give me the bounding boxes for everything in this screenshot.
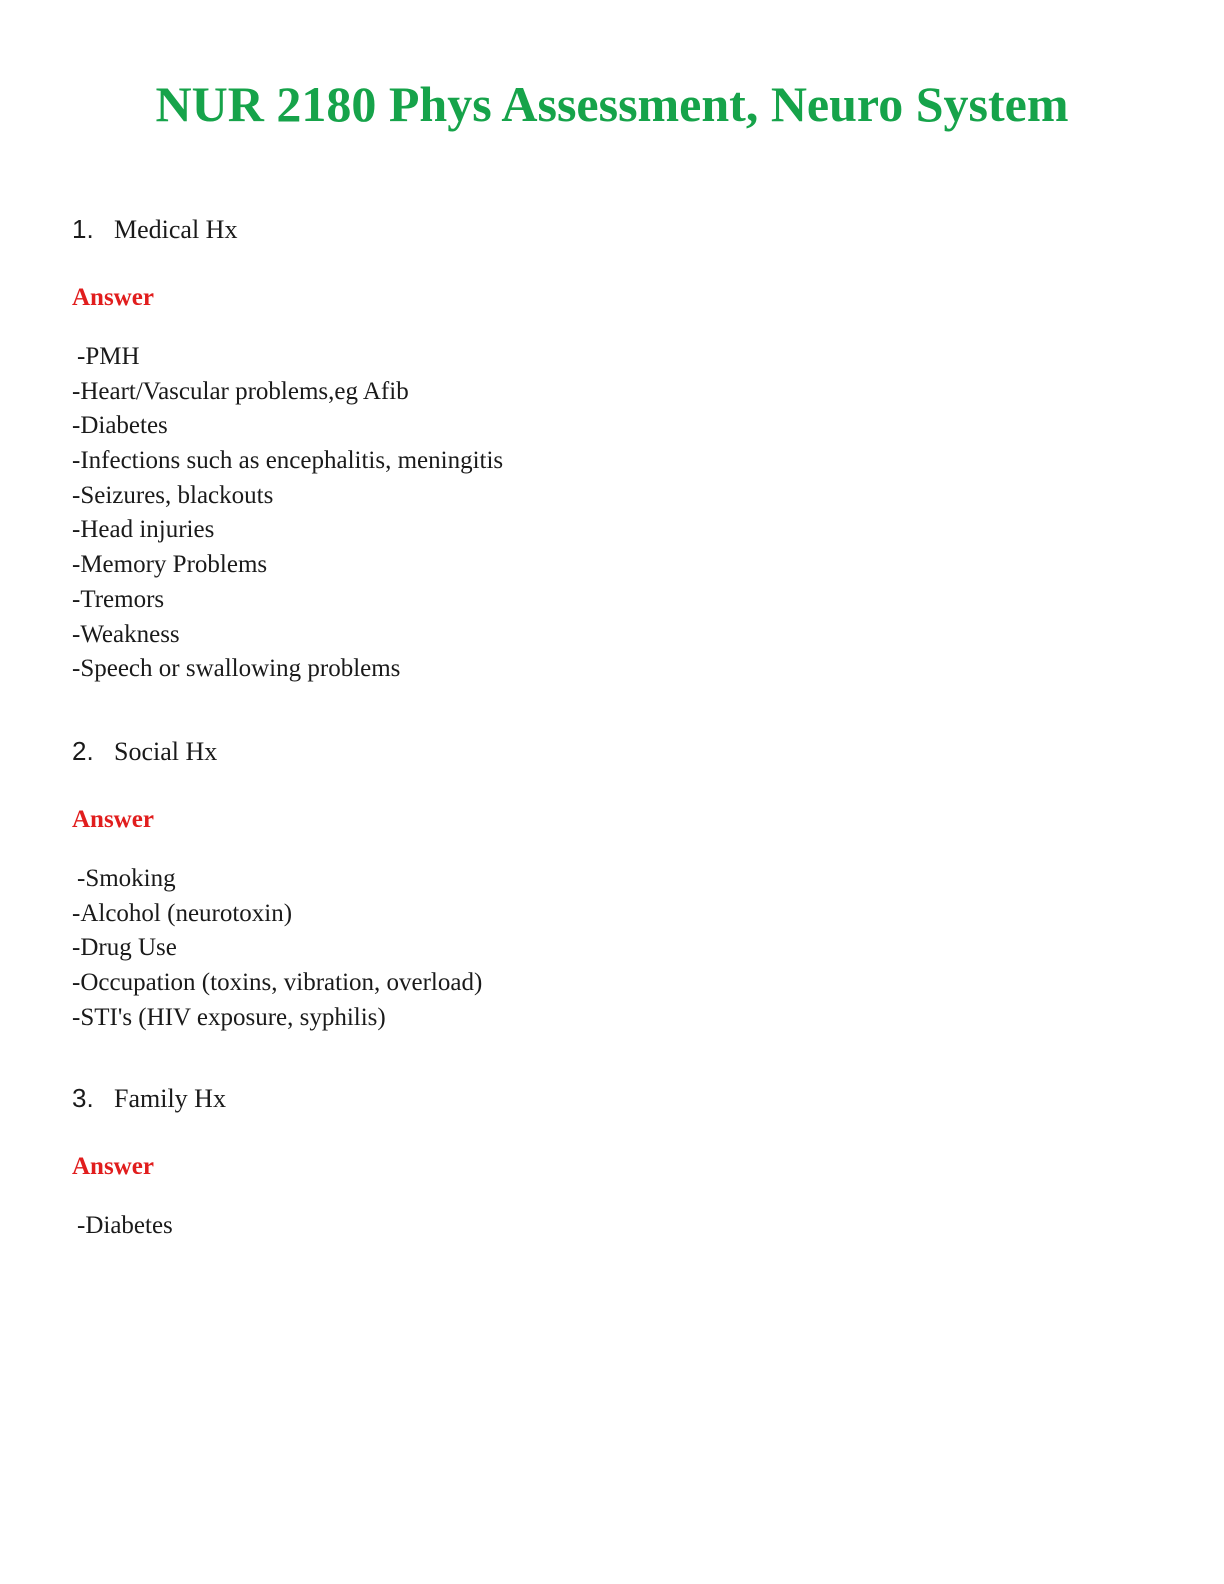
answer-item: -Diabetes — [77, 1212, 173, 1239]
answer-item: -Infections such as encephalitis, meningitis — [72, 447, 504, 475]
answer-item: -Speech or swallowing problems — [72, 655, 401, 683]
answer-item: -STI's (HIV exposure, syphilis) — [72, 1003, 386, 1031]
answer-list — [72, 1209, 972, 1244]
question-section-1 — [72, 214, 972, 687]
answer-item: -Weakness — [72, 620, 180, 648]
question-text: Family Hx — [114, 1084, 226, 1113]
answer-item: -Memory Problems — [72, 551, 268, 579]
answer-item: -Seizures, blackouts — [72, 481, 274, 509]
answer-item: -Diabetes — [72, 412, 168, 440]
answer-item: -Tremors — [72, 585, 165, 613]
answer-item: -Alcohol (neurotoxin) — [72, 899, 293, 927]
question-number: 2. — [72, 736, 94, 766]
question-section-3 — [72, 1083, 972, 1244]
question-text: Social Hx — [114, 737, 218, 766]
question-number: 1. — [72, 214, 94, 244]
question-heading — [72, 1083, 972, 1123]
question-heading — [72, 214, 972, 254]
answer-label: Answer — [72, 284, 154, 311]
answer-list — [72, 862, 972, 1035]
question-section-2 — [72, 736, 972, 1035]
answer-item: -Smoking — [77, 865, 176, 892]
answer-item: -PMH — [77, 343, 140, 370]
answer-item: -Head injuries — [72, 516, 215, 544]
answer-item: -Heart/Vascular problems,eg Afib — [72, 377, 409, 405]
answer-label: Answer — [72, 1153, 154, 1180]
question-text: Medical Hx — [114, 215, 238, 244]
answer-item: -Occupation (toxins, vibration, overload) — [72, 969, 483, 997]
answer-list — [72, 340, 972, 687]
question-heading — [72, 736, 972, 776]
question-number: 3. — [72, 1083, 94, 1113]
answer-item: -Drug Use — [72, 934, 177, 962]
answer-label: Answer — [72, 806, 154, 833]
document-title: NUR 2180 Phys Assessment, Neuro System — [155, 76, 1069, 132]
